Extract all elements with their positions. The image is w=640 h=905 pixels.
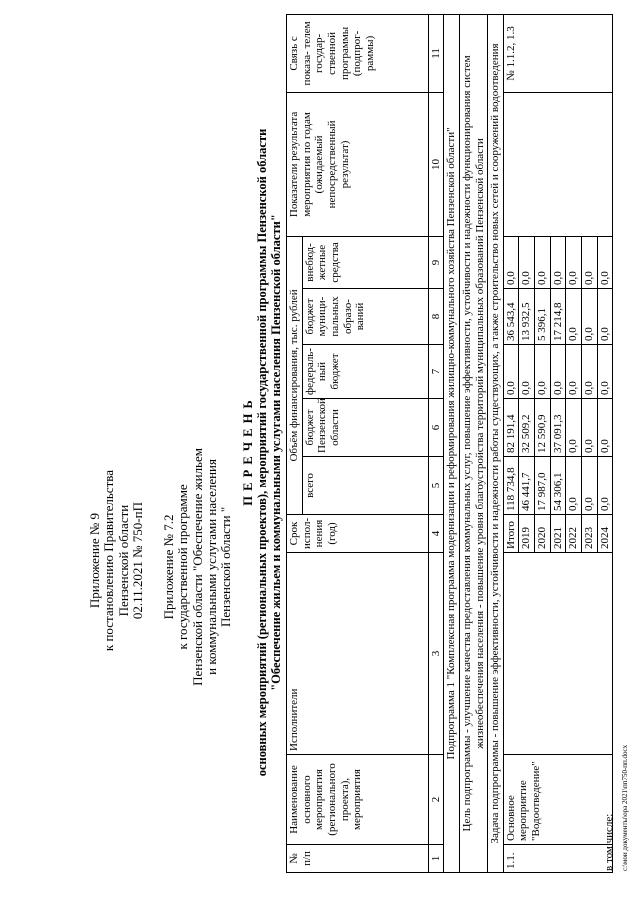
municipal-cell: 13 932,5 [519,289,535,345]
footnote-label: в том числе: [603,813,615,871]
municipal-cell: 0,0 [582,289,598,345]
total-cell: 0,0 [597,457,613,515]
header-result: Показатели результата мероприятия по годам (ожидаемый непосредственный результат) [287,92,429,236]
regional-cell: 82 191,4 [503,399,519,457]
col-number: 2 [428,755,444,845]
header-federal: федераль- ный бюджет [302,345,428,399]
federal-cell: 0,0 [597,345,613,399]
appendix-main-line1: Приложение № 9 [87,512,102,609]
col-number: 6 [428,399,444,457]
appendix-sub-line4: и коммунальными услугами населения [203,459,219,675]
header-link: Связь с показа- телем государ- ственной программы (подпрог- раммы) [287,14,429,92]
appendix-sub-line3: Пензенской области "Обеспечение жильем [189,448,205,686]
column-numbers-row [428,14,444,872]
extra-cell: 0,0 [566,236,582,288]
measure-name: Основное мероприятие "Водоотведение" [503,755,612,845]
year-cell: 2024 [597,515,613,553]
header-total: всего [302,457,428,515]
footer-path: c:\мои документы\ора 2021\пп750-пп.docx [621,744,629,871]
result-cell [503,92,612,236]
total-cell: 118 734,8 [503,457,519,515]
regional-cell: 0,0 [597,399,613,457]
year-cell: 2019 [519,515,535,553]
municipal-cell: 17 214,8 [550,289,566,345]
municipal-cell: 5 396,1 [535,289,551,345]
appendix-sub-line1: Приложение № 7.2 [161,514,176,620]
year-cell: 2020 [535,515,551,553]
col-number: 11 [428,14,444,92]
col-number: 8 [428,289,444,345]
subprogram-row: Подпрограмма 1 "Комплексная программа модернизации и реформирования жилищно-коммунального хозяйства Пензенской области" [444,14,460,872]
total-cell: 54 306,1 [550,457,566,515]
header-extra: внебюд- жетные средства [302,236,428,288]
extra-cell: 0,0 [550,236,566,288]
appendix-sub-line5: Пензенской области " [218,506,234,627]
regional-cell: 0,0 [582,399,598,457]
header-executor: Исполнители [287,553,429,755]
extra-cell: 0,0 [503,236,519,288]
regional-cell: 32 509,2 [519,399,535,457]
total-cell: 0,0 [566,457,582,515]
regional-cell: 0,0 [566,399,582,457]
title-line3: "Обеспечение жильем и коммунальными услугами населения Пензенской области" [268,214,283,691]
header-num: № п/п [287,845,429,873]
extra-cell: 0,0 [535,236,551,288]
task-row: Задача подпрограммы - повышение эффективности, устойчивости и надежности работы существующих, а также строительство новых сетей и сооружений водоотведения [488,14,504,872]
col-number: 4 [428,515,444,553]
appendix-main-line4: 02.11.2021 № 750-пП [129,502,145,620]
regional-cell: 12 590,9 [535,399,551,457]
extra-cell: 0,0 [582,236,598,288]
year-cell: 2023 [582,515,598,553]
col-number: 9 [428,236,444,288]
regional-cell: 37 091,3 [550,399,566,457]
federal-cell: 0,0 [550,345,566,399]
title-line2: основных мероприятий (региональных проектов), мероприятий государственной программы Пензенской области [254,128,269,777]
goal-row: Цель подпрограммы - улучшение качества предоставления коммунальных услуг, повышение эффективности, устойчивости и надежности функционирования систем жизнеобеспечения населения - повышение уровня благоустройства территорий муниципальных образований Пензенской области [459,14,487,872]
col-number: 5 [428,457,444,515]
col-number: 3 [428,553,444,755]
col-number: 1 [428,845,444,873]
municipal-cell: 0,0 [566,289,582,345]
appendix-sub-line2: к государственной программе [175,484,191,650]
header-term: Срок испол- нения (год) [287,515,429,553]
col-number: 7 [428,345,444,399]
link-cell: № 1.1.2, 1.3 [503,14,612,92]
measure-num: 1.1. [503,845,612,873]
extra-cell: 0,0 [597,236,613,288]
year-cell: 2022 [566,515,582,553]
year-cell: 2021 [550,515,566,553]
table-row [503,14,519,872]
year-cell: Итого [503,515,519,553]
appendix-main-line2: к постановлению Правительства [101,470,117,652]
header-regional: бюджет Пензенской области [302,399,428,457]
federal-cell: 0,0 [519,345,535,399]
header-municipal: бюджет муници- пальных образо- ваний [302,289,428,345]
total-cell: 17 987,0 [535,457,551,515]
federal-cell: 0,0 [566,345,582,399]
appendix-main-line3: Пензенской области [115,504,131,617]
federal-cell: 0,0 [535,345,551,399]
header-name: Наименование основного мероприятия (регионального проекта), мероприятия [287,755,429,845]
municipal-cell: 36 543,4 [503,289,519,345]
col-number: 10 [428,92,444,236]
extra-cell: 0,0 [519,236,535,288]
municipal-cell: 0,0 [597,289,613,345]
total-cell: 0,0 [582,457,598,515]
measure-executor [503,553,612,755]
appendix-main [88,470,145,651]
appendix-sub [162,448,233,686]
federal-cell: 0,0 [582,345,598,399]
title-heading: П Е Р Е Ч Е Н Ь [241,399,255,506]
measures-table [286,14,613,873]
total-cell: 46 441,7 [519,457,535,515]
page-title [242,0,283,905]
federal-cell: 0,0 [503,345,519,399]
header-funding: Объём финансирования, тыс. рублей [287,236,303,514]
